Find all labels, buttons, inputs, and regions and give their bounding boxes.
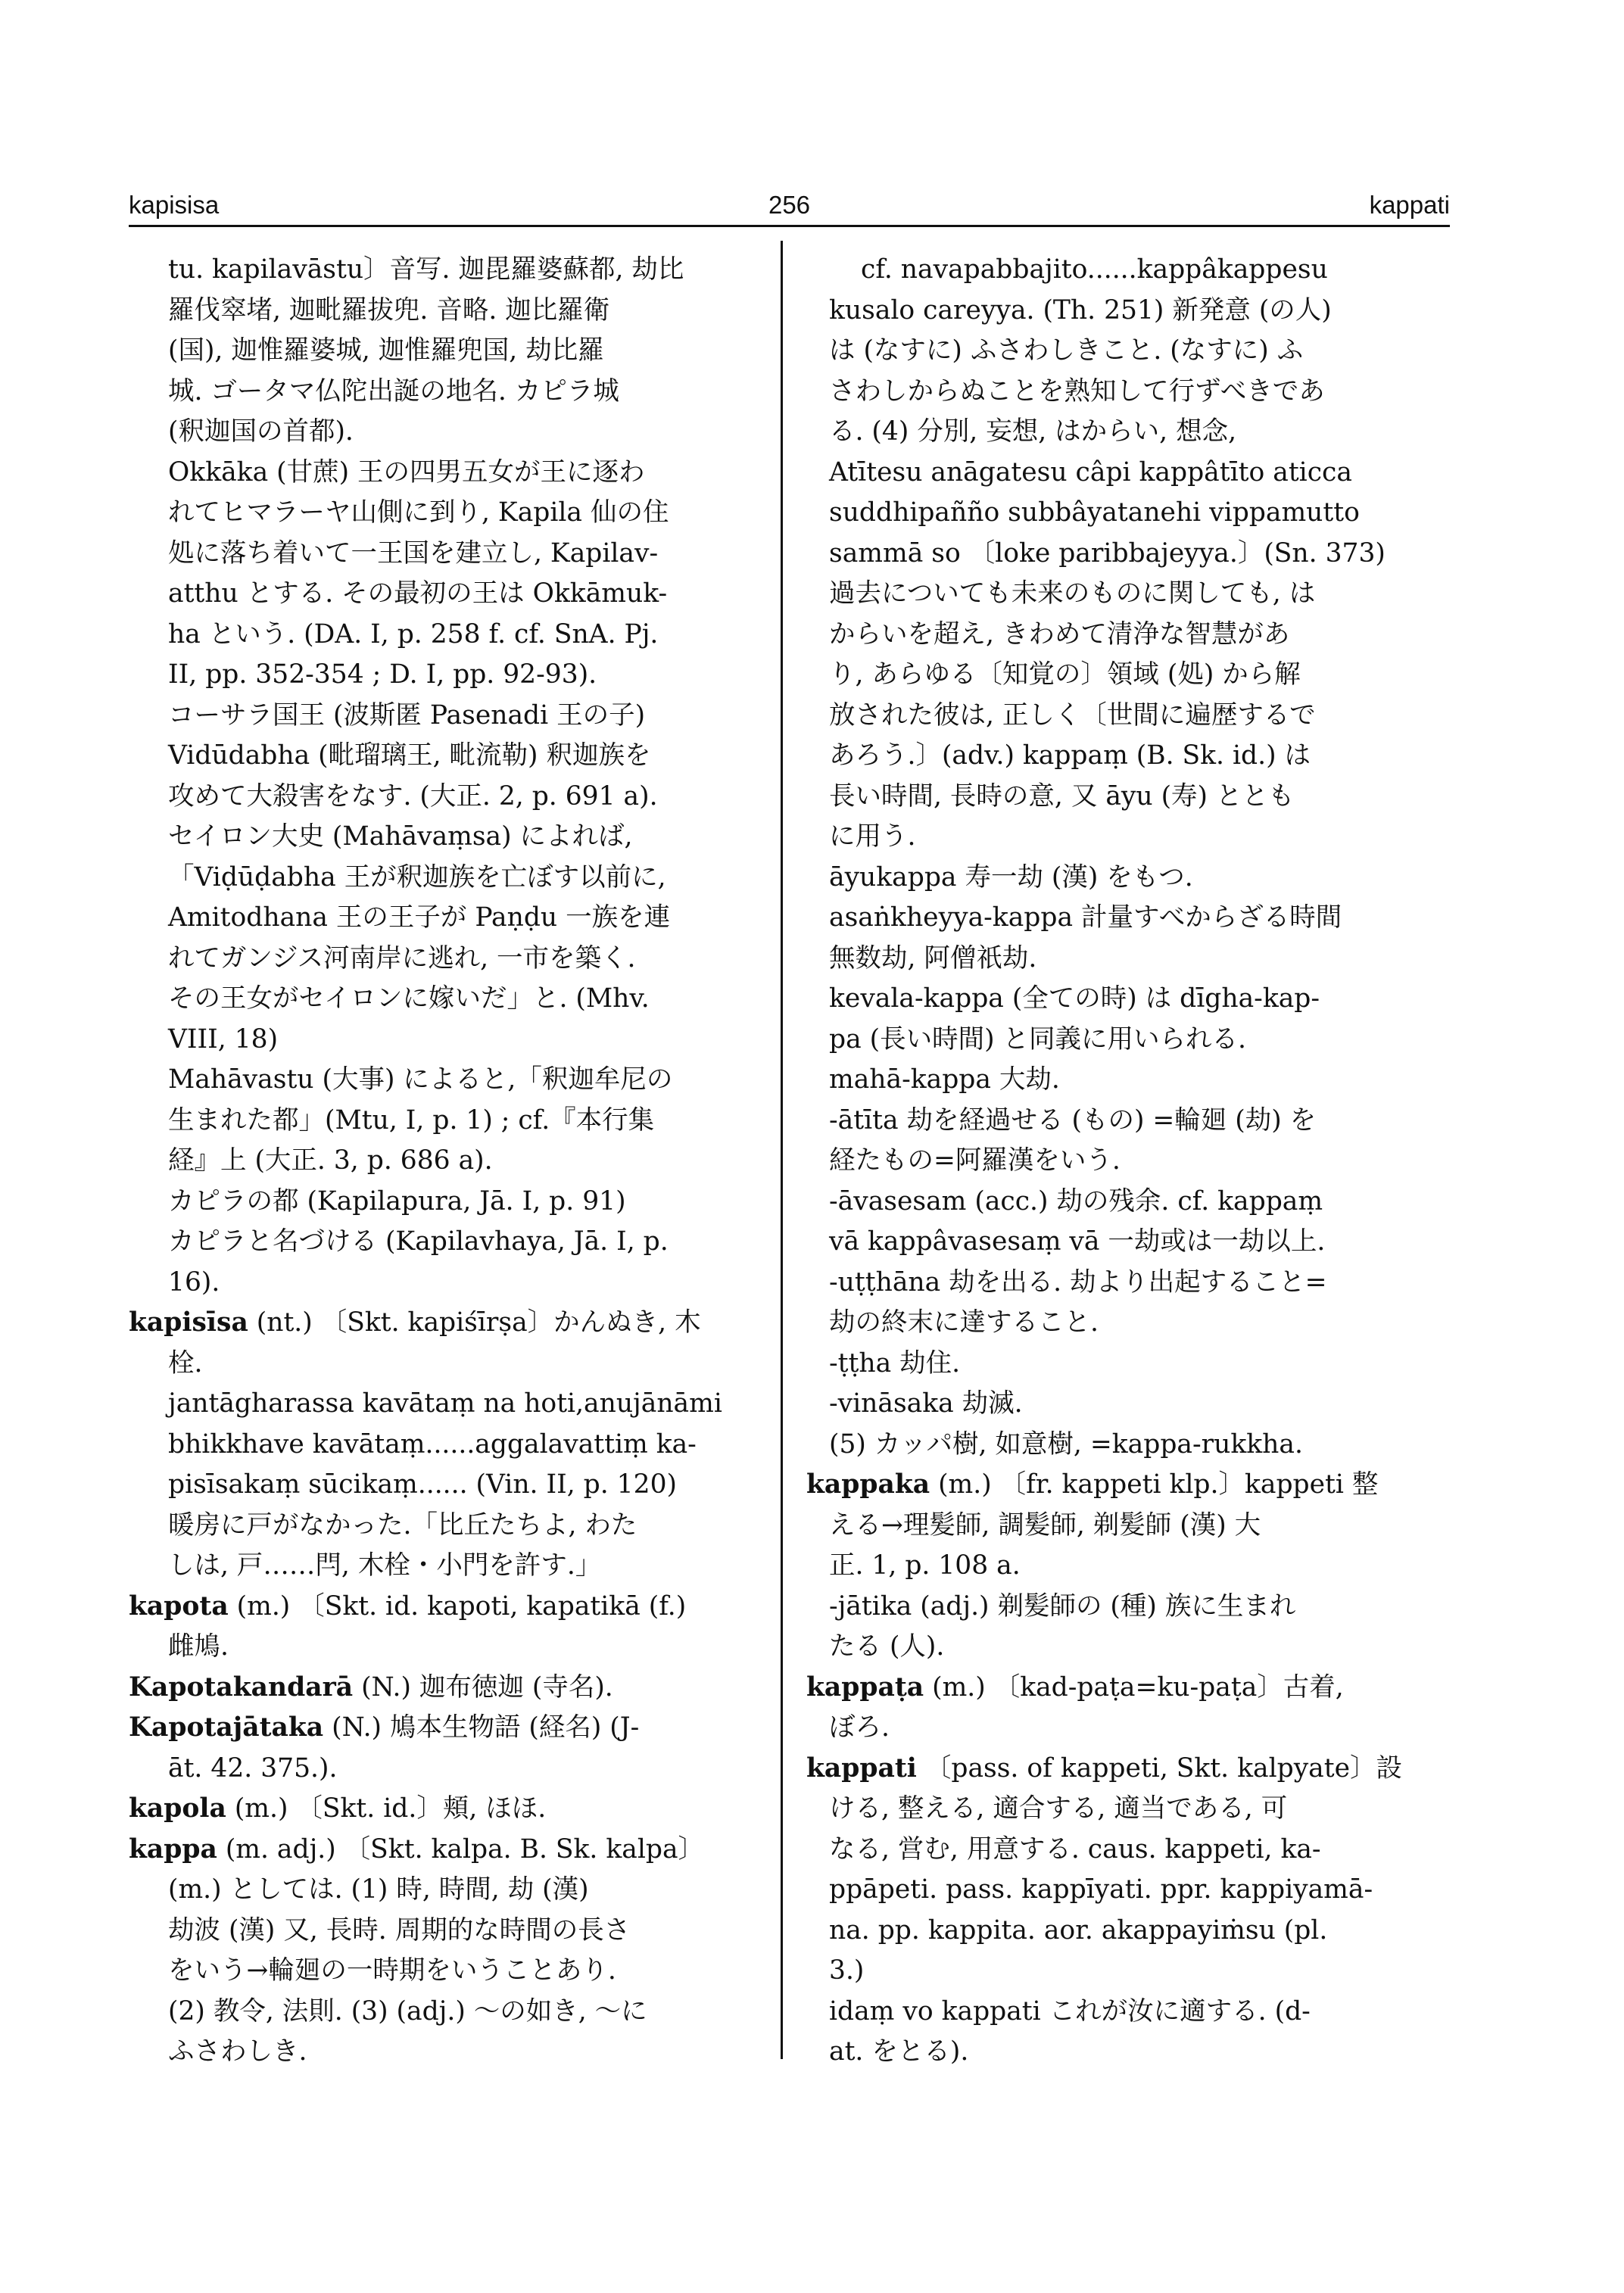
headword: kappaka bbox=[806, 1469, 930, 1500]
line-text: bhikkhave kavātaṃ......aggalavattiṃ ka- bbox=[168, 1428, 697, 1460]
line-text: なる, 営む, 用意する. caus. kappeti, ka- bbox=[829, 1833, 1321, 1865]
entry-text-line bbox=[806, 817, 1451, 858]
line-text: (m.) 〔fr. kappeti klp.〕kappeti 整 bbox=[930, 1469, 1379, 1500]
page-number: 256 bbox=[768, 191, 811, 219]
entry-text-line bbox=[129, 655, 757, 696]
entry-head-line bbox=[129, 1668, 757, 1709]
headword: kapisīsa bbox=[129, 1307, 248, 1338]
line-text: (2) 教令, 法則. (3) (adj.) ～の如き, ～に bbox=[168, 1995, 647, 2027]
line-text: 過去についても未来のものに関しても, は bbox=[829, 578, 1316, 609]
entry-text-line bbox=[129, 1992, 757, 2033]
entry-text-line bbox=[806, 1182, 1451, 1223]
line-text: ppāpeti. pass. kappīyati. ppr. kappiyamā- bbox=[829, 1874, 1373, 1905]
line-text: 暖房に戸がなかった.「比丘たちよ, わた bbox=[168, 1509, 637, 1541]
headword: Kapotajātaka bbox=[129, 1712, 324, 1743]
entry-head-line bbox=[129, 1830, 757, 1871]
line-text: り, あらゆる〔知覚の〕領域 (処) から解 bbox=[829, 659, 1301, 690]
line-text: -āvasesam (acc.) 劫の残余. cf. kappaṃ bbox=[829, 1185, 1323, 1217]
line-text: をいう→輪廻の一時期をいうことあり. bbox=[168, 1955, 616, 1986]
line-text: (m. adj.) 〔Skt. kalpa. B. Sk. kalpa〕 bbox=[217, 1833, 705, 1865]
entry-text-line bbox=[129, 615, 757, 656]
entry-text-line bbox=[806, 493, 1451, 534]
line-text: cf. navapabbajito......kappâkappesu bbox=[861, 254, 1328, 285]
line-text: 「Viḍūḍabha 王が釈迦族を亡ぼす以前に, bbox=[168, 861, 666, 893]
line-text: suddhipañño subbâyatanehi vippamutto bbox=[829, 497, 1360, 528]
entry-text-line bbox=[129, 1020, 757, 1061]
entry-text-line bbox=[806, 574, 1451, 615]
right-column bbox=[806, 250, 1451, 2073]
entry-text-line bbox=[129, 1911, 757, 1952]
headword: kapola bbox=[129, 1793, 226, 1824]
line-text: 城. ゴータマ仏陀出誕の地名. カピラ城 bbox=[168, 375, 619, 407]
entry-text-line bbox=[806, 1627, 1451, 1668]
headword: Kapotakandarā bbox=[129, 1671, 354, 1703]
line-text: 経』上 (大正. 3, p. 686 a). bbox=[168, 1145, 493, 1176]
entry-text-line bbox=[129, 1222, 757, 1263]
entry-text-line bbox=[806, 615, 1451, 656]
entry-text-line bbox=[129, 291, 757, 332]
entry-text-line bbox=[129, 1384, 757, 1425]
entry-text-line bbox=[129, 2032, 757, 2073]
entry-head-line bbox=[806, 1668, 1451, 1709]
entry-text-line bbox=[129, 1627, 757, 1668]
line-text: 攻めて大殺害をなす. (大正. 2, p. 691 a). bbox=[168, 780, 658, 812]
entry-text-line bbox=[806, 858, 1451, 899]
line-text: asaṅkheyya-kappa 計量すべからざる時間 bbox=[829, 902, 1342, 933]
entry-text-line bbox=[806, 1141, 1451, 1182]
line-text: atthu とする. その最初の王は Okkāmuk- bbox=[168, 578, 668, 609]
entry-text-line bbox=[129, 979, 757, 1020]
line-text: idaṃ vo kappati これが汝に適する. (d- bbox=[829, 1995, 1311, 2027]
entry-text-line bbox=[806, 1101, 1451, 1142]
entry-text-line bbox=[129, 696, 757, 737]
line-text: 放された彼は, 正しく〔世間に遍歴するで bbox=[829, 699, 1316, 731]
entry-text-line bbox=[806, 655, 1451, 696]
line-text: jantāgharassa kavātaṃ na hoti,anujānāmi bbox=[168, 1388, 722, 1419]
line-text: 羅伐窣堵, 迦毗羅拔兜. 音略. 迦比羅衛 bbox=[168, 294, 610, 326]
entry-text-line bbox=[129, 1951, 757, 1992]
entry-text-line bbox=[129, 736, 757, 777]
page-header bbox=[129, 191, 1450, 229]
entry-text-line bbox=[129, 1182, 757, 1223]
entry-text-line bbox=[806, 1830, 1451, 1871]
entry-text-line bbox=[806, 1222, 1451, 1263]
entry-text-line bbox=[129, 1870, 757, 1911]
line-text: mahā-kappa 大劫. bbox=[829, 1064, 1060, 1095]
line-text: -ātīta 劫を経過せる (もの) =輪廻 (劫) を bbox=[829, 1104, 1317, 1136]
entry-text-line bbox=[806, 1263, 1451, 1304]
entry-text-line bbox=[806, 1303, 1451, 1344]
entry-text-line bbox=[129, 898, 757, 939]
line-text: ぼろ. bbox=[829, 1712, 890, 1743]
line-text: (N.) 迦布徳迦 (寺名). bbox=[353, 1671, 613, 1703]
line-text: コーサラ国王 (波斯匿 Pasenadi 王の子) bbox=[168, 699, 646, 731]
entry-text-line bbox=[129, 331, 757, 372]
line-text: 劫の終末に達すること. bbox=[829, 1307, 1099, 1338]
line-text: える→理髪師, 調髪師, 剃髪師 (漢) 大 bbox=[829, 1509, 1261, 1541]
line-text: カピラの都 (Kapilapura, Jā. I, p. 91) bbox=[168, 1185, 626, 1217]
line-text: ける, 整える, 適合する, 適当である, 可 bbox=[829, 1793, 1288, 1824]
line-text: āt. 42. 375.). bbox=[168, 1752, 338, 1784]
line-text: れてヒマラーヤ山側に到り, Kapila 仙の住 bbox=[168, 497, 669, 528]
line-text: たる (人). bbox=[829, 1631, 945, 1662]
entry-text-line bbox=[806, 979, 1451, 1020]
entry-head-line bbox=[806, 1465, 1451, 1506]
line-text: (5) カッパ樹, 如意樹, =kappa-rukkha. bbox=[829, 1428, 1303, 1460]
headword: kapota bbox=[129, 1590, 229, 1622]
entry-text-line bbox=[129, 817, 757, 858]
line-text: na. pp. kappita. aor. akappayiṁsu (pl. bbox=[829, 1914, 1328, 1946]
entry-head-line bbox=[129, 1708, 757, 1749]
entry-text-line bbox=[806, 331, 1451, 372]
headword: kappaṭa bbox=[806, 1671, 924, 1703]
line-text: pa (長い時間) と同義に用いられる. bbox=[829, 1023, 1246, 1055]
entry-text-line bbox=[129, 1141, 757, 1182]
entry-text-line bbox=[806, 372, 1451, 413]
entry-text-line bbox=[806, 453, 1451, 494]
line-text: は (なすに) ふさわしきこと. (なすに) ふ bbox=[829, 335, 1304, 366]
entry-text-line bbox=[806, 291, 1451, 332]
entry-text-line bbox=[806, 736, 1451, 777]
entry-text-line bbox=[806, 1020, 1451, 1061]
line-text: 栓. bbox=[168, 1347, 203, 1379]
entry-text-line bbox=[129, 1749, 757, 1790]
entry-head-line bbox=[129, 1587, 757, 1628]
line-text: る. (4) 分別, 妄想, はからい, 想念, bbox=[829, 416, 1237, 447]
line-text: sammā so 〔loke paribbajeyya.〕(Sn. 373) bbox=[829, 537, 1386, 569]
entry-text-line bbox=[129, 1546, 757, 1587]
line-text: 長い時間, 長時の意, 又 āyu (寿) ととも bbox=[829, 780, 1295, 812]
entry-text-line bbox=[129, 534, 757, 575]
line-text: Mahāvastu (大事) によると,「釈迦牟尼の bbox=[168, 1064, 673, 1095]
line-text: (m.) 〔Skt. id.〕頬, ほほ. bbox=[226, 1793, 547, 1824]
line-text: しは, 戸……閂, 木栓・小門を許す.」 bbox=[168, 1550, 602, 1581]
entry-head-line bbox=[129, 1789, 757, 1830]
headword: kappa bbox=[129, 1833, 217, 1865]
line-text: 処に落ち着いて一王国を建立し, Kapilav- bbox=[168, 537, 659, 569]
line-text: at. をとる). bbox=[829, 2036, 969, 2067]
line-text: ふさわしき. bbox=[168, 2036, 307, 2067]
line-text: 雌鳩. bbox=[168, 1631, 229, 1662]
line-text: (m.) としては. (1) 時, 時間, 劫 (漢) bbox=[168, 1874, 589, 1905]
entry-text-line bbox=[806, 1384, 1451, 1425]
line-text: ha という. (DA. I, p. 258 f. cf. SnA. Pj. bbox=[168, 618, 659, 650]
line-text: カピラと名づける (Kapilavhaya, Jā. I, p. bbox=[168, 1226, 669, 1257]
entry-text-line bbox=[129, 453, 757, 494]
entry-text-line bbox=[806, 1789, 1451, 1830]
line-text: 16). bbox=[168, 1266, 220, 1298]
header-rule bbox=[129, 225, 1450, 227]
headword: kappati bbox=[806, 1752, 917, 1784]
line-text: 無数劫, 阿僧祇劫. bbox=[829, 942, 1037, 974]
entry-text-line bbox=[806, 1425, 1451, 1466]
running-head-right: kappati bbox=[1369, 191, 1450, 219]
entry-text-line bbox=[129, 1465, 757, 1506]
running-head-left: kapisisa bbox=[129, 191, 220, 219]
entry-text-line bbox=[806, 1546, 1451, 1587]
entry-text-line bbox=[129, 1060, 757, 1101]
line-text: れてガンジス河南岸に逃れ, 一市を築く. bbox=[168, 942, 636, 974]
line-text: āyukappa 寿一劫 (漢) をもつ. bbox=[829, 861, 1193, 893]
entry-text-line bbox=[129, 493, 757, 534]
entry-text-line bbox=[129, 939, 757, 980]
entry-text-line bbox=[806, 1992, 1451, 2033]
line-text: (国), 迦惟羅婆城, 迦惟羅兜国, 劫比羅 bbox=[168, 335, 604, 366]
entry-text-line bbox=[806, 1060, 1451, 1101]
entry-text-line bbox=[806, 1587, 1451, 1628]
entry-text-line bbox=[806, 1506, 1451, 1547]
line-text: セイロン大史 (Mahāvaṃsa) によれば, bbox=[168, 821, 633, 852]
entry-text-line bbox=[806, 1344, 1451, 1385]
entry-head-line bbox=[806, 1749, 1451, 1790]
line-text: 劫波 (漢) 又, 長時. 周期的な時間の長さ bbox=[168, 1914, 631, 1946]
line-text: pisīsakaṃ sūcikaṃ...... (Vin. II, p. 120) bbox=[168, 1469, 677, 1500]
line-text: kevala-kappa (全ての時) は dīgha-kap- bbox=[829, 983, 1320, 1014]
entry-text-line bbox=[129, 372, 757, 413]
entry-head-line bbox=[129, 1303, 757, 1344]
line-text: -uṭṭhāna 劫を出る. 劫より出起すること= bbox=[829, 1266, 1327, 1298]
line-text: Amitodhana 王の王子が Paṇḍu 一族を連 bbox=[168, 902, 671, 933]
line-text: (nt.) 〔Skt. kapiśīrṣa〕かんぬき, 木 bbox=[248, 1307, 701, 1338]
line-text: 3.) bbox=[829, 1955, 865, 1986]
line-text: 〔pass. of kappeti, Skt. kalpyate〕設 bbox=[916, 1752, 1403, 1784]
entry-text-line bbox=[129, 777, 757, 818]
entry-text-line bbox=[129, 1506, 757, 1547]
entry-text-line bbox=[806, 777, 1451, 818]
entry-text-line bbox=[806, 1708, 1451, 1749]
entry-text-line bbox=[806, 696, 1451, 737]
entry-text-line bbox=[806, 1951, 1451, 1992]
line-text: Atītesu anāgatesu câpi kappâtīto aticca bbox=[829, 456, 1352, 488]
line-text: あろう.〕(adv.) kappaṃ (B. Sk. id.) は bbox=[829, 740, 1311, 771]
line-text: (m.) 〔Skt. id. kapoti, kapatikā (f.) bbox=[228, 1590, 687, 1622]
line-text: (m.) 〔kad-paṭa=ku-paṭa〕古着, bbox=[924, 1671, 1344, 1703]
entry-text-line bbox=[806, 2032, 1451, 2073]
line-text: VIII, 18) bbox=[168, 1023, 279, 1055]
line-text: 経たもの=阿羅漢をいう. bbox=[829, 1145, 1121, 1176]
line-text: さわしからぬことを熟知して行ずべきであ bbox=[829, 375, 1325, 407]
entry-text-line bbox=[129, 858, 757, 899]
line-text: -jātika (adj.) 剃髪師の (種) 族に生まれ bbox=[829, 1590, 1296, 1622]
line-text: に用う. bbox=[829, 821, 916, 852]
line-text: からいを超え, きわめて清浄な智慧があ bbox=[829, 618, 1290, 650]
left-column bbox=[129, 250, 757, 2073]
entry-text-line bbox=[129, 1425, 757, 1466]
line-text: -ṭṭha 劫住. bbox=[829, 1347, 961, 1379]
line-text: kusalo careyya. (Th. 251) 新発意 (の人) bbox=[829, 294, 1332, 326]
entry-text-line bbox=[129, 574, 757, 615]
entry-text-line bbox=[129, 1263, 757, 1304]
entry-text-line bbox=[129, 1344, 757, 1385]
entry-text-line bbox=[806, 1870, 1451, 1911]
entry-text-line bbox=[129, 1101, 757, 1142]
entry-text-line bbox=[806, 534, 1451, 575]
line-text: Okkāka (甘蔗) 王の四男五女が王に逐わ bbox=[168, 456, 645, 488]
line-text: tu. kapilavāstu〕音写. 迦毘羅婆蘇都, 劫比 bbox=[168, 254, 684, 285]
entry-text-line bbox=[806, 412, 1451, 453]
line-text: 正. 1, p. 108 a. bbox=[829, 1550, 1021, 1581]
entry-text-line bbox=[129, 250, 757, 291]
column-divider bbox=[781, 241, 783, 2059]
line-text: Vidūdabha (毗瑠璃王, 毗流勒) 釈迦族を bbox=[168, 740, 651, 771]
line-text: II, pp. 352-354 ; D. I, pp. 92-93). bbox=[168, 659, 597, 690]
entry-text-line bbox=[129, 412, 757, 453]
entry-text-line bbox=[806, 939, 1451, 980]
entry-text-line bbox=[806, 1911, 1451, 1952]
entry-text-line bbox=[806, 898, 1451, 939]
line-text: -vināsaka 劫滅. bbox=[829, 1388, 1023, 1419]
entry-text-line bbox=[806, 250, 1451, 291]
line-text: 生まれた都」(Mtu, I, p. 1) ; cf.『本行集 bbox=[168, 1104, 655, 1136]
line-text: その王女がセイロンに嫁いだ」と. (Mhv. bbox=[168, 983, 650, 1014]
line-text: (N.) 鳩本生物語 (経名) (J- bbox=[323, 1712, 640, 1743]
line-text: vā kappâvasesaṃ vā 一劫或は一劫以上. bbox=[829, 1226, 1326, 1257]
line-text: (釈迦国の首都). bbox=[168, 416, 354, 447]
